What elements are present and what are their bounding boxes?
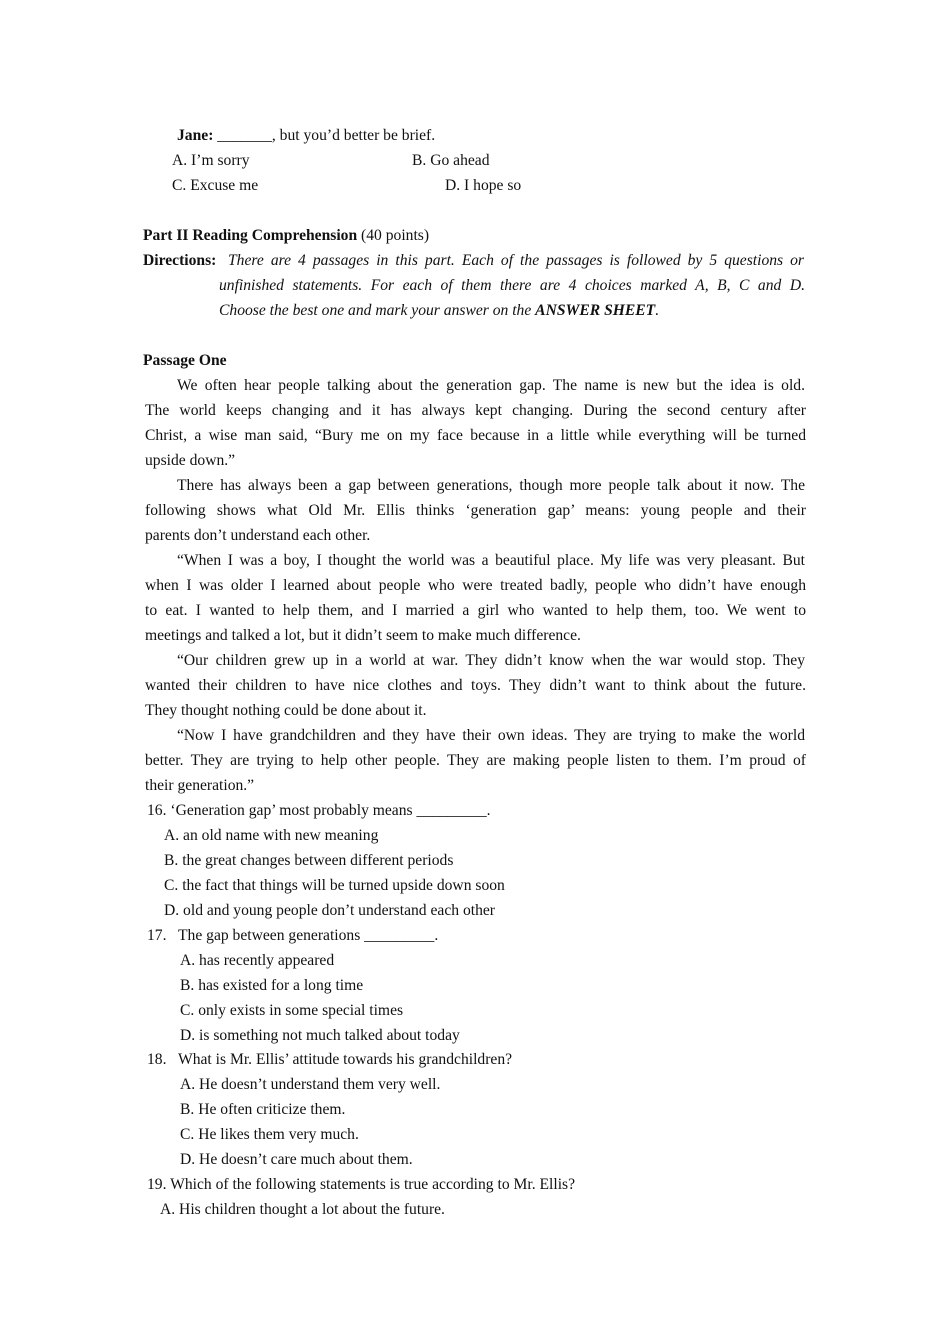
passage-line: to eat. I wanted to help them, and I married a girl who wanted to help them, too. We went to [145,602,806,619]
passage-line: Christ, a wise man said, “Bury me on my face because in a little while everything will be turned [145,427,806,444]
passage-line: The world keeps changing and it has always kept changing. During the second century after [145,402,806,419]
directions-line-2: unfinished statements. For each of them there are 4 choices marked A, B, C and D. [219,277,805,294]
passage-line: “When I was a boy, I thought the world was a beautiful place. My life was very pleasant. But [177,552,805,569]
passage-line: meetings and talked a lot, but it didn’t seem to make much difference. [145,627,581,644]
passage-line: their generation.” [145,777,255,794]
passage-title: Passage One [143,352,227,369]
dialogue-text: _______, but you’d better be brief. [213,127,436,144]
q18-option-a: A. He doesn’t understand them very well. [180,1076,441,1093]
q18-option-c: C. He likes them very much. [180,1126,359,1143]
q16-option-a: A. an old name with new meaning [164,827,379,844]
passage-line: following shows what Old Mr. Ellis thinks ‘generation gap’ means: young people and their [145,502,806,519]
q15-option-a: A. I’m sorry [172,152,250,169]
passage-line: They thought nothing could be done about it. [145,702,427,719]
q16-option-c: C. the fact that things will be turned upside down soon [164,877,505,894]
q19-stem: 19. Which of the following statements is true according to Mr. Ellis? [147,1176,576,1193]
part-points: (40 points) [357,227,430,244]
speaker-label: Jane: [177,127,214,144]
directions-line-3 [219,301,659,321]
q18-option-d: D. He doesn’t care much about them. [180,1151,413,1168]
passage-line: when I was older I learned about people who were treated badly, people who didn’t have enough [145,577,806,594]
q15-option-b: B. Go ahead [412,152,490,169]
directions-label: Directions: [143,252,217,269]
q16-stem: 16. ‘Generation gap’ most probably means _________. [147,802,491,819]
q18-stem: What is Mr. Ellis’ attitude towards his grandchildren? [178,1051,513,1068]
q18-number: 18. [147,1051,167,1068]
q17-number: 17. [147,927,167,944]
q17-option-d: D. is something not much talked about today [180,1027,460,1044]
q15-dialogue-line [177,126,435,146]
q18-option-b: B. He often criticize them. [180,1101,346,1118]
q17-stem: The gap between generations _________. [178,927,439,944]
passage-line: wanted their children to have nice clothes and toys. They didn’t want to think about the future. [145,677,806,694]
directions-line-1: There are 4 passages in this part. Each of the passages is followed by 5 questions or [228,252,804,269]
part-title: Part II Reading Comprehension [143,227,358,244]
passage-line: better. They are trying to help other people. They are making people listen to them. I’m proud of [145,752,806,769]
passage-line: parents don’t understand each other. [145,527,371,544]
q17-option-a: A. has recently appeared [180,952,335,969]
passage-line: There has always been a gap between generations, though more people talk about it now. The [177,477,805,494]
passage-line: “Our children grew up in a world at war. They didn’t know when the war would stop. They [177,652,805,669]
passage-line: We often hear people talking about the generation gap. The name is new but the idea is old. [177,377,805,394]
passage-line: “Now I have grandchildren and they have their own ideas. They are trying to make the world [177,727,805,744]
q16-option-b: B. the great changes between different periods [164,852,454,869]
part-heading [143,226,429,246]
directions-period: . [655,302,660,319]
q16-option-d: D. old and young people don’t understand each other [164,902,495,919]
q19-option-a: A. His children thought a lot about the future. [160,1201,445,1218]
q15-option-c: C. Excuse me [172,177,259,194]
answer-sheet-text: ANSWER SHEET [535,302,656,319]
q15-option-d: D. I hope so [445,177,522,194]
q17-option-b: B. has existed for a long time [180,977,364,994]
q17-option-c: C. only exists in some special times [180,1002,404,1019]
passage-line: upside down.” [145,452,236,469]
directions-line-3-text: Choose the best one and mark your answer on the [219,302,536,319]
